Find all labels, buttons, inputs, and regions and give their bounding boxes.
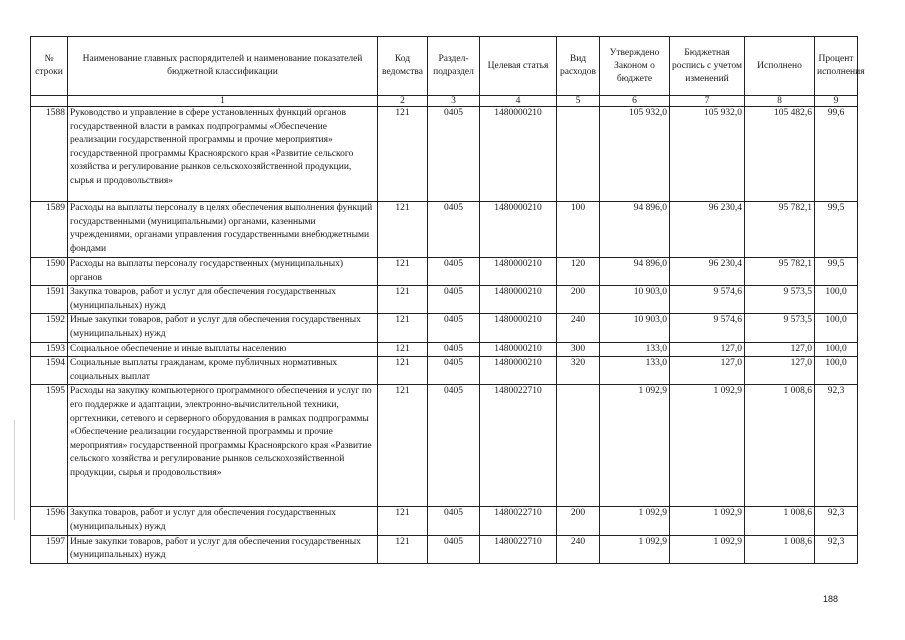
row-expense-type: 200 (557, 507, 600, 535)
header-approved: Утверждено Законом о бюджете (600, 37, 670, 96)
table-row (31, 258, 858, 286)
row-executed: 95 782,1 (745, 202, 815, 258)
row-number: 1588 (31, 107, 68, 202)
row-name: Закупка товаров, работ и услуг для обеспечения государственных (муниципальных) нужд (68, 507, 378, 535)
row-expense-type (557, 107, 600, 202)
row-target-article: 1480000210 (480, 258, 557, 286)
row-number: 1592 (31, 314, 68, 342)
budget-table (30, 36, 865, 564)
table-row (31, 286, 858, 314)
row-target-article: 1480000210 (480, 286, 557, 314)
row-percent: 100,0 (815, 286, 858, 314)
row-executed: 1 008,6 (745, 507, 815, 535)
row-percent: 100,0 (815, 314, 858, 342)
header-target-article: Целевая статья (480, 37, 557, 96)
row-expense-type: 300 (557, 342, 600, 357)
column-number: 1 (68, 96, 378, 107)
row-section: 0405 (428, 202, 480, 258)
column-number: 7 (670, 96, 745, 107)
header-row (31, 37, 858, 96)
row-percent: 92,3 (815, 385, 858, 507)
row-approved: 105 932,0 (600, 107, 670, 202)
row-target-article: 1480022710 (480, 535, 557, 563)
row-target-article: 1480000210 (480, 357, 557, 385)
header-executed: Исполнено (745, 37, 815, 96)
budget-sheet (30, 36, 865, 564)
column-number-row (31, 96, 858, 107)
column-number: 9 (815, 96, 858, 107)
row-schedule: 1 092,9 (670, 385, 745, 507)
row-approved: 1 092,9 (600, 385, 670, 507)
row-schedule: 96 230,4 (670, 258, 745, 286)
row-target-article: 1480022710 (480, 507, 557, 535)
row-dept-code: 121 (378, 535, 428, 563)
table-row (31, 314, 858, 342)
row-executed: 1 008,6 (745, 535, 815, 563)
row-expense-type: 240 (557, 535, 600, 563)
header-row-number: № строки (31, 37, 68, 96)
row-expense-type: 100 (557, 202, 600, 258)
row-name: Расходы на закупку компьютерного программного обеспечения и услуг по его поддержке и адаптации, электронно-вычислительной техники, оргтехники, сетевого и серверного оборудования в рамках подпрограммы «Обеспечение реализации государственной программы и прочие мероприятия» государственной программы Красноярского края «Развитие сельского хозяйства и регулирование рынков сельскохозяйственной продукции, сырья и продовольствия» (68, 385, 378, 507)
header-expense-type: Вид расходов (557, 37, 600, 96)
row-target-article: 1480000210 (480, 202, 557, 258)
row-dept-code: 121 (378, 286, 428, 314)
row-number: 1594 (31, 357, 68, 385)
row-number: 1591 (31, 286, 68, 314)
header-name: Наименование главных распорядителей и наименование показателей бюджетной классификации (68, 37, 378, 96)
row-section: 0405 (428, 535, 480, 563)
row-number: 1589 (31, 202, 68, 258)
row-section: 0405 (428, 342, 480, 357)
row-dept-code: 121 (378, 314, 428, 342)
row-schedule: 9 574,6 (670, 286, 745, 314)
row-approved: 133,0 (600, 342, 670, 357)
column-number: 2 (378, 96, 428, 107)
row-target-article: 1480000210 (480, 342, 557, 357)
row-schedule: 127,0 (670, 357, 745, 385)
table-row (31, 535, 858, 563)
row-number: 1590 (31, 258, 68, 286)
row-dept-code: 121 (378, 342, 428, 357)
row-number: 1597 (31, 535, 68, 563)
row-target-article: 1480000210 (480, 314, 557, 342)
row-percent: 100,0 (815, 342, 858, 357)
row-number: 1593 (31, 342, 68, 357)
row-section: 0405 (428, 314, 480, 342)
row-percent: 99,5 (815, 202, 858, 258)
row-name: Социальные выплаты гражданам, кроме публичных нормативных социальных выплат (68, 357, 378, 385)
row-approved: 10 903,0 (600, 314, 670, 342)
row-schedule: 9 574,6 (670, 314, 745, 342)
row-executed: 95 782,1 (745, 258, 815, 286)
column-number: 8 (745, 96, 815, 107)
row-executed: 9 573,5 (745, 286, 815, 314)
row-name: Иные закупки товаров, работ и услуг для обеспечения государственных (муниципальных) нужд (68, 314, 378, 342)
row-schedule: 1 092,9 (670, 507, 745, 535)
row-number: 1595 (31, 385, 68, 507)
row-name: Социальное обеспечение и иные выплаты населению (68, 342, 378, 357)
row-section: 0405 (428, 507, 480, 535)
table-row (31, 342, 858, 357)
table-row (31, 385, 858, 507)
row-approved: 133,0 (600, 357, 670, 385)
row-target-article: 1480000210 (480, 107, 557, 202)
row-percent: 99,6 (815, 107, 858, 202)
column-number: 3 (428, 96, 480, 107)
header-schedule: Бюджетная роспись с учетом изменений (670, 37, 745, 96)
row-number: 1596 (31, 507, 68, 535)
column-number: 6 (600, 96, 670, 107)
row-approved: 94 896,0 (600, 202, 670, 258)
row-schedule: 127,0 (670, 342, 745, 357)
row-expense-type (557, 385, 600, 507)
row-dept-code: 121 (378, 385, 428, 507)
column-number: 5 (557, 96, 600, 107)
table-row (31, 107, 858, 202)
row-section: 0405 (428, 107, 480, 202)
row-percent: 100,0 (815, 357, 858, 385)
page-number: 188 (823, 594, 839, 604)
row-percent: 92,3 (815, 507, 858, 535)
row-percent: 92,3 (815, 535, 858, 563)
row-section: 0405 (428, 357, 480, 385)
header-section: Раздел-подраздел (428, 37, 480, 96)
row-dept-code: 121 (378, 107, 428, 202)
row-expense-type: 200 (557, 286, 600, 314)
row-executed: 105 482,6 (745, 107, 815, 202)
row-section: 0405 (428, 385, 480, 507)
row-section: 0405 (428, 258, 480, 286)
row-schedule: 96 230,4 (670, 202, 745, 258)
row-expense-type: 320 (557, 357, 600, 385)
header-dept-code: Код ведомства (378, 37, 428, 96)
row-name: Иные закупки товаров, работ и услуг для обеспечения государственных (муниципальных) нужд (68, 535, 378, 563)
row-approved: 1 092,9 (600, 535, 670, 563)
row-name: Расходы на выплаты персоналу государственных (муниципальных) органов (68, 258, 378, 286)
row-approved: 94 896,0 (600, 258, 670, 286)
scan-margin-line (14, 420, 15, 520)
row-dept-code: 121 (378, 357, 428, 385)
column-number: 4 (480, 96, 557, 107)
row-name: Руководство и управление в сфере установленных функций органов государственной власти в рамках подпрограммы «Обеспечение реализации государственной программы и прочие мероприятия» государственной программы Красноярского края «Развитие сельского хозяйства и регулирование рынков сельскохозяйственной продукции, сырья и продовольствия» (68, 107, 378, 202)
row-executed: 9 573,5 (745, 314, 815, 342)
row-schedule: 105 932,0 (670, 107, 745, 202)
table-row (31, 507, 858, 535)
table-row (31, 202, 858, 258)
row-expense-type: 120 (557, 258, 600, 286)
row-name: Закупка товаров, работ и услуг для обеспечения государственных (муниципальных) нужд (68, 286, 378, 314)
row-executed: 127,0 (745, 357, 815, 385)
row-executed: 127,0 (745, 342, 815, 357)
column-number (31, 96, 68, 107)
row-name: Расходы на выплаты персоналу в целях обеспечения выполнения функций государственными (муниципальными) органами, казенными учреждениями, органами управления государственными внебюджетными фондами (68, 202, 378, 258)
row-dept-code: 121 (378, 202, 428, 258)
row-dept-code: 121 (378, 507, 428, 535)
header-percent: Процент исполнения (815, 37, 858, 96)
row-dept-code: 121 (378, 258, 428, 286)
row-executed: 1 008,6 (745, 385, 815, 507)
row-approved: 1 092,9 (600, 507, 670, 535)
row-target-article: 1480022710 (480, 385, 557, 507)
row-approved: 10 903,0 (600, 286, 670, 314)
row-section: 0405 (428, 286, 480, 314)
row-percent: 99,5 (815, 258, 858, 286)
row-expense-type: 240 (557, 314, 600, 342)
table-row (31, 357, 858, 385)
row-schedule: 1 092,9 (670, 535, 745, 563)
